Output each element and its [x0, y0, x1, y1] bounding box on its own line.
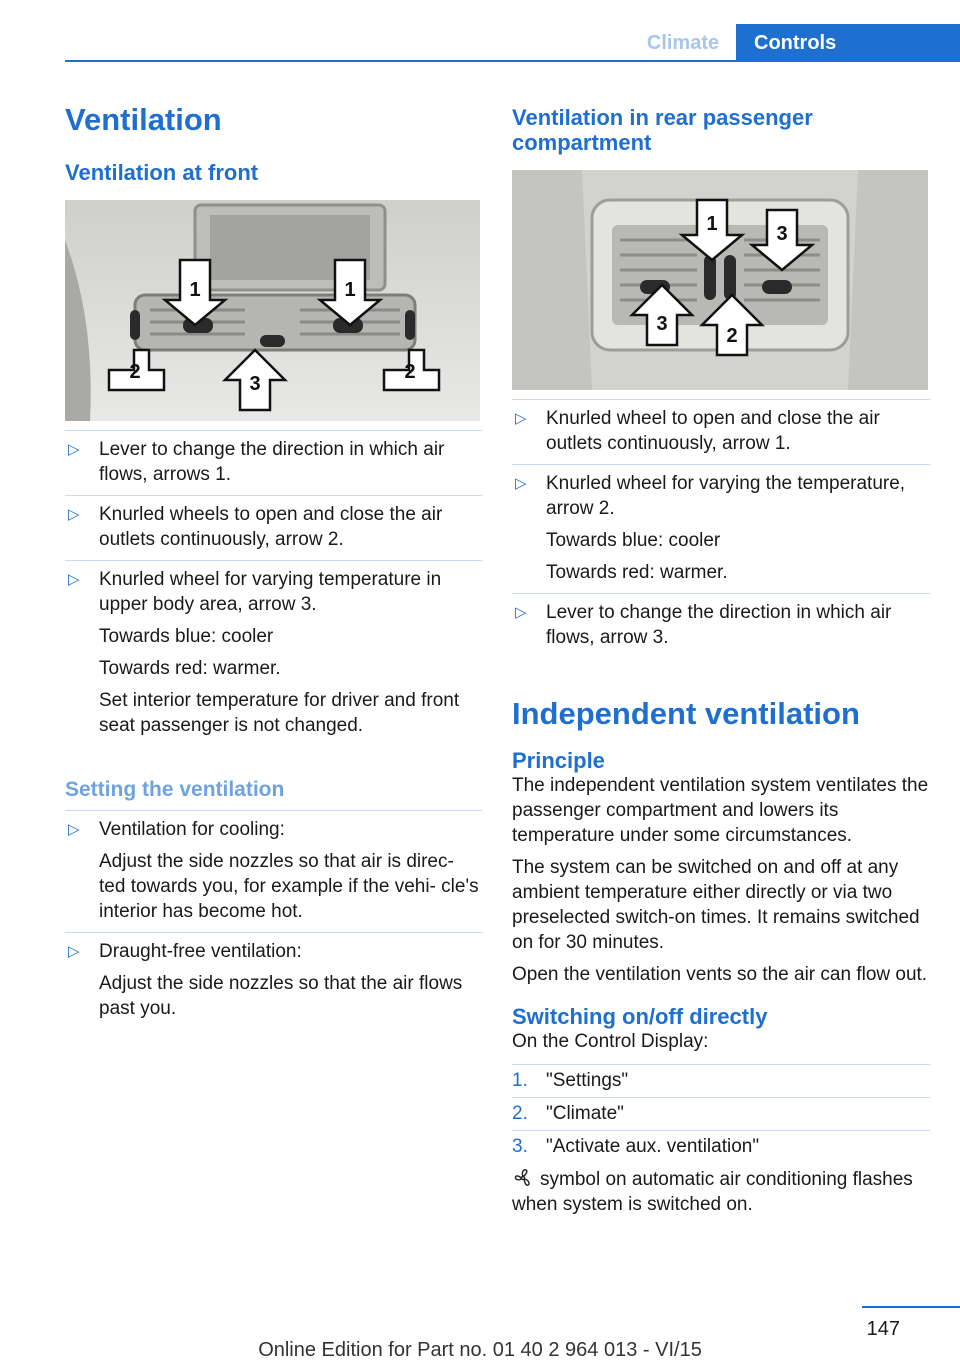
list-item [65, 810, 482, 932]
list-item [65, 932, 482, 1029]
front-arrow-label: 1 [189, 279, 201, 301]
list-item-text: Knurled wheels to open and close the air outlets continuously, arrow 2. [99, 504, 443, 550]
rear-arrow-label: 3 [776, 223, 788, 245]
front-vents-illustration [65, 200, 480, 421]
list-item [512, 593, 930, 658]
section-title-independent-ventilation: Independent ventilation [512, 696, 860, 731]
list-item-text: Draught-free ventilation: [99, 941, 302, 962]
heading-setting-ventilation: Setting the ventilation [65, 778, 285, 801]
list-item [512, 1130, 930, 1163]
rear-arrow-label: 3 [656, 313, 668, 335]
step-number: 3. [512, 1136, 528, 1157]
list-item [65, 430, 482, 495]
front-arrow-label: 2 [129, 361, 141, 383]
list-item-subtext: Towards blue: cooler [546, 530, 721, 551]
list-item-text: Lever to change the direction in which air flows, arrow 3. [546, 602, 892, 648]
step-text: "Climate" [546, 1103, 624, 1124]
list-item [512, 464, 930, 593]
list-item-subtext: Adjust the side nozzles so that the air flows past you. [99, 973, 463, 1019]
rear-items-list [512, 399, 930, 658]
list-item-subtext: Towards red: warmer. [99, 658, 281, 679]
list-item-text: Knurled wheel to open and close the air outlets continuously, arrow 1. [546, 408, 880, 454]
tab-controls[interactable]: Controls [736, 24, 960, 62]
front-vents-photo [65, 200, 480, 421]
footer-rule [862, 1306, 960, 1308]
list-item-subtext: Towards red: warmer. [546, 562, 728, 583]
triangle-bullet-icon: ▷ [515, 410, 527, 427]
steps-list [512, 1064, 930, 1163]
rear-vents-photo [512, 170, 928, 390]
principle-paragraph: Open the ventilation vents so the air can flow out. [512, 964, 928, 985]
principle-paragraph: The system can be switched on and off at any ambient temperature either directly or via two preselected switch-on times. It remains switched on for 30 minutes. [512, 857, 920, 953]
fan-icon [512, 1168, 534, 1188]
principle-paragraph: The independent ventilation system ventilates the passenger compartment and lowers its temperature under some circumstances. [512, 775, 929, 846]
section-title-ventilation: Ventilation [65, 102, 222, 137]
list-item-subtext: Set interior temperature for driver and front seat passenger is not changed. [99, 690, 460, 736]
list-item [512, 399, 930, 464]
rear-arrow-label: 2 [726, 325, 738, 347]
symbol-note-text: symbol on automatic air conditioning flashes when system is switched on. [512, 1169, 913, 1215]
step-text: "Activate aux. ventilation" [546, 1136, 760, 1157]
list-item [512, 1097, 930, 1130]
switching-intro: On the Control Display: [512, 1031, 709, 1052]
heading-ventilation-rear: Ventilation in rear passenger compartment [512, 105, 813, 155]
list-item-text: Ventilation for cooling: [99, 819, 285, 840]
step-number: 1. [512, 1070, 528, 1091]
tab-climate[interactable]: Climate [646, 32, 720, 54]
front-arrow-label: 1 [344, 279, 356, 301]
list-item-subtext: Towards blue: cooler [99, 626, 274, 647]
setting-items-list [65, 810, 482, 1029]
page-number: 147 [866, 1318, 900, 1340]
step-number: 2. [512, 1103, 528, 1124]
front-arrow-label: 3 [249, 373, 261, 395]
triangle-bullet-icon: ▷ [68, 571, 80, 588]
footer-edition: Online Edition for Part no. 01 40 2 964 013 - VI/15 [258, 1339, 702, 1361]
list-item-subtext: Adjust the side nozzles so that air is direc‐ ted towards you, for example if the vehi‐ cle's interior has become hot. [99, 851, 479, 922]
header-rule [65, 60, 960, 62]
triangle-bullet-icon: ▷ [515, 604, 527, 621]
list-item-text: Knurled wheel for varying temperature in upper body area, arrow 3. [99, 569, 442, 615]
rear-vents-illustration [512, 170, 928, 390]
heading-principle: Principle [512, 748, 605, 773]
triangle-bullet-icon: ▷ [68, 943, 80, 960]
rear-arrow-label: 1 [706, 213, 718, 235]
triangle-bullet-icon: ▷ [68, 506, 80, 523]
triangle-bullet-icon: ▷ [515, 475, 527, 492]
list-item [512, 1064, 930, 1097]
list-item [65, 560, 482, 746]
heading-switching: Switching on/off directly [512, 1004, 768, 1029]
list-item-text: Knurled wheel for varying the temperature, arrow 2. [546, 473, 906, 519]
symbol-note [512, 1167, 930, 1217]
list-item [65, 495, 482, 560]
list-item-text: Lever to change the direction in which air flows, arrows 1. [99, 439, 445, 485]
heading-ventilation-front: Ventilation at front [65, 160, 259, 185]
triangle-bullet-icon: ▷ [68, 821, 80, 838]
triangle-bullet-icon: ▷ [68, 441, 80, 458]
front-arrow-label: 2 [404, 361, 416, 383]
step-text: "Settings" [546, 1070, 629, 1091]
front-items-list [65, 430, 482, 746]
